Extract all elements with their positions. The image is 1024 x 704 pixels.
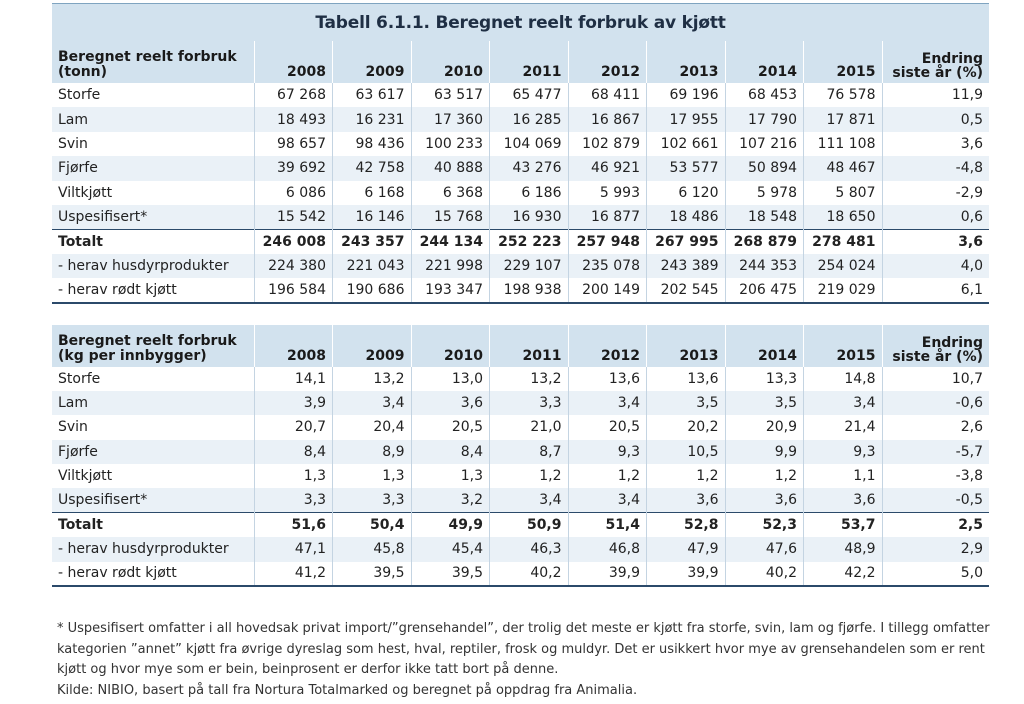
row-label: Viltkjøtt xyxy=(58,468,113,485)
cell-value: 53 577 xyxy=(647,156,726,180)
year-header: 2014 xyxy=(725,325,804,367)
row-label: Uspesifisert* xyxy=(52,205,254,229)
cell-change: 2,6 xyxy=(882,415,989,439)
cell-value: 1,2 xyxy=(568,464,647,488)
cell-value: 18 493 xyxy=(254,107,333,131)
cell-value: 1,2 xyxy=(647,464,726,488)
cell-value: 42,2 xyxy=(804,562,883,586)
cell-value: 3,6 xyxy=(647,488,726,512)
cell-change: 3,6 xyxy=(882,229,989,253)
table-row xyxy=(52,156,989,180)
change-header: Endring siste år (%) xyxy=(882,41,989,83)
cell-value: 3,3 xyxy=(254,488,333,512)
header-label: Beregnet reelt forbruk (tonn) xyxy=(52,41,254,83)
cell-value: 46 921 xyxy=(568,156,647,180)
cell-value: 1,3 xyxy=(411,464,490,488)
cell-change: 3,6 xyxy=(882,132,989,156)
cell-value: 17 955 xyxy=(647,107,726,131)
cell-value: 104 069 xyxy=(490,132,569,156)
year-header: 2014 xyxy=(725,41,804,83)
year-header: 2011 xyxy=(490,41,569,83)
cell-value: 206 475 xyxy=(725,278,804,302)
cell-value: 51,4 xyxy=(568,513,647,537)
year-header: 2015 xyxy=(804,41,883,83)
header-label: Beregnet reelt forbruk (kg per innbygger) xyxy=(52,325,254,367)
table-kg-per-capita xyxy=(52,325,989,588)
cell-value: 278 481 xyxy=(804,229,883,253)
cell-change: 2,5 xyxy=(882,513,989,537)
cell-value: 111 108 xyxy=(804,132,883,156)
cell-value: 15 542 xyxy=(254,205,333,229)
cell-value: 3,3 xyxy=(490,391,569,415)
row-label: Svin xyxy=(58,135,88,152)
cell-value: 39,5 xyxy=(411,562,490,586)
table-row xyxy=(52,132,989,156)
row-label: Fjørfe xyxy=(52,156,254,180)
cell-value: 254 024 xyxy=(804,254,883,278)
row-label: Storfe xyxy=(58,87,101,104)
year-header: 2008 xyxy=(254,41,333,83)
cell-value: 102 879 xyxy=(568,132,647,156)
table-row xyxy=(52,537,989,561)
cell-value: 3,6 xyxy=(411,391,490,415)
year-header: 2010 xyxy=(411,325,490,367)
cell-value: 9,3 xyxy=(804,440,883,464)
cell-value: 41,2 xyxy=(254,562,333,586)
table-tonn xyxy=(52,41,989,304)
cell-value: 8,7 xyxy=(490,440,569,464)
row-label: Totalt xyxy=(52,513,254,537)
cell-value: 39,5 xyxy=(333,562,412,586)
cell-value: 48 467 xyxy=(804,156,883,180)
year-header: 2008 xyxy=(254,325,333,367)
cell-value: 257 948 xyxy=(568,229,647,253)
cell-value: 13,0 xyxy=(411,367,490,391)
cell-value: 18 650 xyxy=(804,205,883,229)
header-row xyxy=(52,41,989,83)
cell-value: 5 993 xyxy=(568,181,647,205)
cell-value: 243 389 xyxy=(647,254,726,278)
cell-value: 3,9 xyxy=(254,391,333,415)
cell-value: 3,5 xyxy=(647,391,726,415)
cell-value: 243 357 xyxy=(333,229,412,253)
cell-value: 16 285 xyxy=(490,107,569,131)
cell-value: 50 894 xyxy=(725,156,804,180)
cell-value: 3,3 xyxy=(333,488,412,512)
cell-value: 16 867 xyxy=(568,107,647,131)
year-header: 2009 xyxy=(333,325,412,367)
cell-value: 219 029 xyxy=(804,278,883,302)
cell-value: 65 477 xyxy=(490,83,569,107)
cell-value: 8,4 xyxy=(411,440,490,464)
cell-value: 14,1 xyxy=(254,367,333,391)
cell-value: 20,4 xyxy=(333,415,412,439)
cell-value: 47,9 xyxy=(647,537,726,561)
cell-value: 16 146 xyxy=(333,205,412,229)
cell-change: 6,1 xyxy=(882,278,989,302)
cell-value: 100 233 xyxy=(411,132,490,156)
cell-value: 20,5 xyxy=(568,415,647,439)
row-label: Uspesifisert* xyxy=(52,488,254,512)
row-label: - herav husdyrprodukter xyxy=(52,537,254,561)
row-label: Svin xyxy=(58,419,88,436)
cell-value: 5 807 xyxy=(804,181,883,205)
cell-value: 6 368 xyxy=(411,181,490,205)
cell-value: 17 871 xyxy=(804,107,883,131)
table-row xyxy=(52,513,989,537)
cell-value: 76 578 xyxy=(804,83,883,107)
cell-value: 50,9 xyxy=(490,513,569,537)
cell-value: 20,5 xyxy=(411,415,490,439)
source-text: Kilde: NIBIO, basert på tall fra Nortura Totalmarked og beregnet på oppdrag fra Animalia. xyxy=(57,682,638,698)
cell-value: 1,3 xyxy=(333,464,412,488)
cell-value: 3,4 xyxy=(568,488,647,512)
cell-value: 235 078 xyxy=(568,254,647,278)
cell-value: 13,6 xyxy=(568,367,647,391)
year-header: 2010 xyxy=(411,41,490,83)
cell-value: 6 186 xyxy=(490,181,569,205)
cell-change: -5,7 xyxy=(882,440,989,464)
table-row xyxy=(52,181,989,205)
table-row xyxy=(52,415,989,439)
cell-value: 8,4 xyxy=(254,440,333,464)
table-row xyxy=(52,440,989,464)
cell-value: 53,7 xyxy=(804,513,883,537)
row-label: Totalt xyxy=(52,229,254,253)
cell-value: 3,4 xyxy=(490,488,569,512)
table-row xyxy=(52,107,989,131)
cell-value: 39,9 xyxy=(647,562,726,586)
cell-value: 50,4 xyxy=(333,513,412,537)
cell-value: 13,6 xyxy=(647,367,726,391)
cell-change: 0,6 xyxy=(882,205,989,229)
cell-value: 48,9 xyxy=(804,537,883,561)
cell-value: 190 686 xyxy=(333,278,412,302)
cell-value: 39,9 xyxy=(568,562,647,586)
cell-value: 47,1 xyxy=(254,537,333,561)
cell-value: 13,3 xyxy=(725,367,804,391)
year-header: 2013 xyxy=(647,325,726,367)
cell-value: 200 149 xyxy=(568,278,647,302)
cell-value: 6 168 xyxy=(333,181,412,205)
cell-value: 221 043 xyxy=(333,254,412,278)
cell-value: 98 436 xyxy=(333,132,412,156)
year-header: 2011 xyxy=(490,325,569,367)
cell-value: 45,8 xyxy=(333,537,412,561)
cell-value: 9,9 xyxy=(725,440,804,464)
row-label: - herav rødt kjøtt xyxy=(58,565,177,582)
header-row xyxy=(52,325,989,367)
change-header: Endring siste år (%) xyxy=(882,325,989,367)
table-row xyxy=(52,391,989,415)
cell-value: 8,9 xyxy=(333,440,412,464)
cell-value: 39 692 xyxy=(254,156,333,180)
cell-value: 9,3 xyxy=(568,440,647,464)
cell-value: 244 134 xyxy=(411,229,490,253)
cell-change: -2,9 xyxy=(882,181,989,205)
cell-change: 0,5 xyxy=(882,107,989,131)
cell-value: 17 360 xyxy=(411,107,490,131)
cell-value: 3,4 xyxy=(804,391,883,415)
table-row xyxy=(52,229,989,253)
cell-value: 63 517 xyxy=(411,83,490,107)
cell-change: -0,5 xyxy=(882,488,989,512)
cell-value: 18 486 xyxy=(647,205,726,229)
row-label: Lam xyxy=(52,391,254,415)
table-row xyxy=(52,254,989,278)
year-header: 2009 xyxy=(333,41,412,83)
year-header: 2012 xyxy=(568,325,647,367)
cell-value: 21,0 xyxy=(490,415,569,439)
cell-value: 18 548 xyxy=(725,205,804,229)
table-row xyxy=(52,278,989,302)
cell-value: 98 657 xyxy=(254,132,333,156)
cell-change: -3,8 xyxy=(882,464,989,488)
table-row xyxy=(52,83,989,107)
cell-value: 246 008 xyxy=(254,229,333,253)
cell-value: 21,4 xyxy=(804,415,883,439)
table-row xyxy=(52,367,989,391)
table-container xyxy=(52,3,989,587)
cell-value: 20,7 xyxy=(254,415,333,439)
cell-value: 63 617 xyxy=(333,83,412,107)
cell-value: 107 216 xyxy=(725,132,804,156)
cell-value: 14,8 xyxy=(804,367,883,391)
cell-value: 6 120 xyxy=(647,181,726,205)
cell-value: 20,9 xyxy=(725,415,804,439)
cell-value: 229 107 xyxy=(490,254,569,278)
year-header: 2012 xyxy=(568,41,647,83)
year-header: 2015 xyxy=(804,325,883,367)
cell-value: 1,2 xyxy=(725,464,804,488)
cell-value: 17 790 xyxy=(725,107,804,131)
cell-value: 1,1 xyxy=(804,464,883,488)
cell-value: 193 347 xyxy=(411,278,490,302)
cell-value: 102 661 xyxy=(647,132,726,156)
notes xyxy=(57,619,997,701)
cell-value: 16 231 xyxy=(333,107,412,131)
cell-value: 52,3 xyxy=(725,513,804,537)
cell-value: 67 268 xyxy=(254,83,333,107)
cell-value: 3,5 xyxy=(725,391,804,415)
cell-value: 3,6 xyxy=(725,488,804,512)
footnote-text: * Uspesifisert omfatter i all hovedsak privat import/”grensehandel”, der trolig det meste er kjøtt fra storfe, svin, lam og fjørfe. I tillegg omfatter kategorien ”annet” kjøtt fra øvrige dyreslag som hest, hval, reptiler, frosk og muldyr. Det er usikkert hvor mye av grensehandelen som er rent kjøtt og hvor mye som er bein, beinprosent er derfor ikke tatt bort på denne. xyxy=(57,621,990,677)
cell-change: 10,7 xyxy=(882,367,989,391)
cell-value: 6 086 xyxy=(254,181,333,205)
cell-value: 51,6 xyxy=(254,513,333,537)
table-row xyxy=(52,464,989,488)
cell-value: 40,2 xyxy=(725,562,804,586)
table-row xyxy=(52,488,989,512)
cell-value: 268 879 xyxy=(725,229,804,253)
row-label: - herav husdyrprodukter xyxy=(52,254,254,278)
cell-value: 10,5 xyxy=(647,440,726,464)
cell-value: 13,2 xyxy=(490,367,569,391)
row-label: Fjørfe xyxy=(52,440,254,464)
cell-change: 2,9 xyxy=(882,537,989,561)
row-label: - herav rødt kjøtt xyxy=(58,281,177,298)
cell-value: 40 888 xyxy=(411,156,490,180)
cell-value: 42 758 xyxy=(333,156,412,180)
cell-value: 47,6 xyxy=(725,537,804,561)
cell-value: 244 353 xyxy=(725,254,804,278)
cell-value: 3,6 xyxy=(804,488,883,512)
cell-value: 5 978 xyxy=(725,181,804,205)
table-row xyxy=(52,205,989,229)
cell-change: -0,6 xyxy=(882,391,989,415)
cell-value: 221 998 xyxy=(411,254,490,278)
cell-change: -4,8 xyxy=(882,156,989,180)
cell-value: 52,8 xyxy=(647,513,726,537)
cell-value: 46,3 xyxy=(490,537,569,561)
cell-value: 3,4 xyxy=(333,391,412,415)
cell-value: 46,8 xyxy=(568,537,647,561)
cell-value: 1,2 xyxy=(490,464,569,488)
cell-value: 196 584 xyxy=(254,278,333,302)
cell-value: 252 223 xyxy=(490,229,569,253)
table-title: Tabell 6.1.1. Beregnet reelt forbruk av kjøtt xyxy=(52,3,989,41)
cell-value: 43 276 xyxy=(490,156,569,180)
cell-value: 40,2 xyxy=(490,562,569,586)
cell-value: 68 453 xyxy=(725,83,804,107)
cell-value: 3,2 xyxy=(411,488,490,512)
cell-value: 198 938 xyxy=(490,278,569,302)
cell-value: 13,2 xyxy=(333,367,412,391)
cell-change: 4,0 xyxy=(882,254,989,278)
year-header: 2013 xyxy=(647,41,726,83)
cell-value: 267 995 xyxy=(647,229,726,253)
table-row xyxy=(52,562,989,586)
cell-value: 15 768 xyxy=(411,205,490,229)
cell-change: 5,0 xyxy=(882,562,989,586)
cell-change: 11,9 xyxy=(882,83,989,107)
cell-value: 45,4 xyxy=(411,537,490,561)
cell-value: 68 411 xyxy=(568,83,647,107)
row-label: Lam xyxy=(52,107,254,131)
cell-value: 16 930 xyxy=(490,205,569,229)
cell-value: 1,3 xyxy=(254,464,333,488)
cell-value: 3,4 xyxy=(568,391,647,415)
cell-value: 224 380 xyxy=(254,254,333,278)
row-label: Storfe xyxy=(58,370,101,387)
cell-value: 20,2 xyxy=(647,415,726,439)
cell-value: 69 196 xyxy=(647,83,726,107)
cell-value: 16 877 xyxy=(568,205,647,229)
row-label: Viltkjøtt xyxy=(58,184,113,201)
cell-value: 202 545 xyxy=(647,278,726,302)
cell-value: 49,9 xyxy=(411,513,490,537)
